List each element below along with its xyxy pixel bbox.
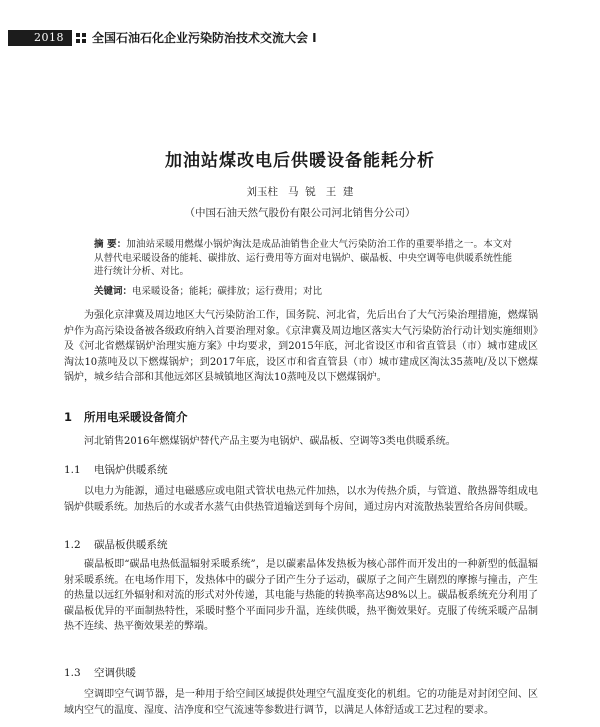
- section-1-3-paragraph: 空调即空气调节器，是一种用于给空间区域提供处理空气温度变化的机组。它的功能是对封闭空间、区域内空气的温度、湿度、洁净度和空气流速等参数进行调节，以满足人体舒适或工艺过程的要求。: [64, 689, 538, 716]
- abstract-text: 加油站采暖用燃煤小锅炉淘汰是成品油销售企业大气污染防治工作的重要举措之一。本文对从替代电采暖设备的能耗、碳排放、运行费用等方面对电锅炉、碳晶板、中央空调等电供暖系统性能进行统计分析、对比。: [94, 239, 513, 277]
- keywords-label: 关键词：: [94, 286, 133, 297]
- section-1-1-paragraph: 以电力为能源，通过电磁感应或电阻式管状电热元件加热，以水为传热介质，与管道、散热器等组成电锅炉供暖系统。加热后的水或者水蒸气由供热管道输送到每个房间，通过房内对流散热装置给各房间供暖。: [64, 486, 538, 513]
- article-authors: 刘玉柱 马 锐 王 建: [246, 186, 354, 198]
- article-title: 加油站煤改电后供暖设备能耗分析: [165, 151, 435, 171]
- header-square-icon: [76, 33, 86, 43]
- abstract: [94, 238, 512, 279]
- section-1-1-heading: 1.1 电锅炉供暖系统: [64, 464, 168, 476]
- keywords-text: 电采暖设备；能耗；碳排放；运行费用；对比: [132, 286, 323, 297]
- header-conference: 全国石油石化企业污染防治技术交流大会 Ⅰ: [92, 31, 317, 45]
- header-year: 2018: [34, 31, 64, 44]
- article-affiliation: （中国石油天然气股份有限公司河北销售分公司）: [184, 207, 416, 219]
- running-header: [0, 28, 600, 48]
- section-1-2-heading: 1.2 碳晶板供暖系统: [64, 539, 168, 551]
- section-1-2-paragraph: 碳晶板即“碳晶电热低温辐射采暖系统”，是以碳素晶体发热板为核心部件而开发出的一种新型的低温辐射采暖系统。在电场作用下，发热体中的碳分子团产生分子运动，碳原子之间产生剧烈的摩擦与撞击，产生的热量以远红外辐射和对流的形式对外传递，其电能与热能的转换率高达98%以上。碳晶板系统充分利用了碳晶板优异的平面制热特性，采暖时整个平面同步升温，连续供暖，热平衡效果好。克服了传统采暖产品制热不连续、热平衡效果差的弊端。: [64, 559, 538, 633]
- section-1-3-heading: 1.3 空调供暖: [64, 667, 137, 679]
- abstract-label: 摘 要：: [94, 239, 127, 250]
- keywords: [94, 285, 512, 299]
- section-1-heading: 1 所用电采暖设备简介: [64, 410, 188, 424]
- section-1-paragraph: 河北销售2016年燃煤锅炉替代产品主要为电锅炉、碳晶板、空调等3类电供暖系统。: [84, 436, 456, 447]
- intro-paragraph: 为强化京津冀及周边地区大气污染防治工作，国务院、河北省，先后出台了大气污染治理措施，燃煤锅炉作为高污染设备被各级政府纳入首要治理对象。《京津冀及周边地区落实大气污染防治行动计划实施细则》及《河北省燃煤锅炉治理实施方案》中均要求，到2015年底，河北省设区市和省直管县（市）城市建成区淘汰10蒸吨及以下燃煤锅炉；到2017年底，设区市和省直管县（市）城市建成区淘汰35蒸吨/及以下燃煤锅炉，城乡结合部和其他远郊区县城镇地区淘汰10蒸吨及以下燃煤锅炉。: [64, 310, 538, 384]
